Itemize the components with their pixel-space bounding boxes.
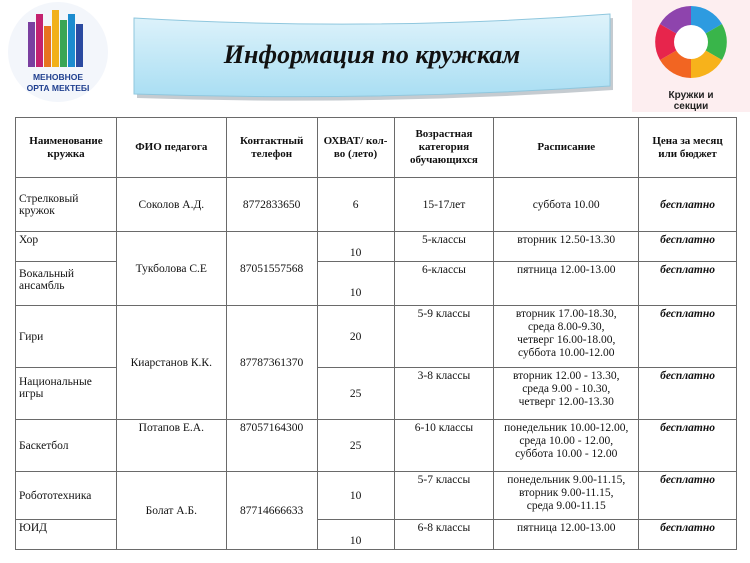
logo-text-line1: МЕНОВНОЕ (32, 72, 84, 82)
header-age: Возрастная категория обучающихся (394, 118, 494, 178)
header-schedule: Расписание (494, 118, 639, 178)
coverage: 20 (317, 306, 394, 368)
age-category: 5-7 классы (394, 472, 494, 520)
price: бесплатно (639, 420, 737, 472)
header-name: Наименование кружка (16, 118, 117, 178)
age-category: 5-9 классы (394, 306, 494, 368)
phone: 87051557568 (226, 232, 317, 306)
clubs-logo-line1: Кружки и (668, 90, 714, 101)
price: бесплатно (639, 306, 737, 368)
page-title: Информация по кружкам (223, 40, 521, 69)
header-price: Цена за месяц или бюджет (639, 118, 737, 178)
table-header-row (16, 118, 737, 178)
club-name: Хор (16, 232, 117, 262)
club-name: Гири (16, 306, 117, 368)
club-name: ЮИД (16, 520, 117, 550)
header-teacher: ФИО педагога (116, 118, 226, 178)
club-name: Баскетбол (16, 420, 117, 472)
coverage: 10 (317, 520, 394, 550)
age-category: 5-классы (394, 232, 494, 262)
logo-text-line2: ОРТА МЕКТЕБІ (26, 83, 90, 93)
age-category: 15-17лет (394, 178, 494, 232)
price: бесплатно (639, 520, 737, 550)
teacher-name: Киарстанов К.К. (116, 306, 226, 420)
age-category: 6-8 классы (394, 520, 494, 550)
clubs-table (15, 117, 737, 550)
schedule: вторник 12.50-13.30 (494, 232, 639, 262)
club-name: Робототехника (16, 472, 117, 520)
schedule: вторник 17.00-18.30, среда 8.00-9.30, четверг 16.00-18.00, суббота 10.00-12.00 (494, 306, 639, 368)
phone: 8772833650 (226, 178, 317, 232)
clubs-logo (632, 0, 750, 112)
coverage: 25 (317, 368, 394, 420)
price: бесплатно (639, 472, 737, 520)
club-name: Вокальный ансамбль (16, 262, 117, 306)
phone: 87714666633 (226, 472, 317, 550)
school-logo (0, 0, 116, 108)
coverage: 10 (317, 262, 394, 306)
price: бесплатно (639, 368, 737, 420)
club-name: Стрелковый кружок (16, 178, 117, 232)
coverage: 10 (317, 232, 394, 262)
header-coverage: ОХВАТ/ кол-во (лето) (317, 118, 394, 178)
schedule: пятница 12.00-13.00 (494, 520, 639, 550)
coverage: 10 (317, 472, 394, 520)
header-phone: Контактный телефон (226, 118, 317, 178)
table-row (16, 178, 737, 232)
coverage: 6 (317, 178, 394, 232)
table-row (16, 472, 737, 520)
clubs-logo-line2: секции (673, 101, 709, 112)
teacher-name: Потапов Е.А. (116, 420, 226, 472)
price: бесплатно (639, 262, 737, 306)
table-row (16, 306, 737, 368)
teacher-name: Соколов А.Д. (116, 178, 226, 232)
teacher-name: Тукболова С.Е (116, 232, 226, 306)
schedule: вторник 12.00 - 13.30, среда 9.00 - 10.30, четверг 12.00-13.30 (494, 368, 639, 420)
teacher-name: Болат А.Б. (116, 472, 226, 550)
phone: 87057164300 (226, 420, 317, 472)
club-name: Национальные игры (16, 368, 117, 420)
price: бесплатно (639, 178, 737, 232)
title-banner (128, 10, 616, 108)
age-category: 6-классы (394, 262, 494, 306)
coverage: 25 (317, 420, 394, 472)
phone: 87787361370 (226, 306, 317, 420)
price: бесплатно (639, 232, 737, 262)
age-category: 3-8 классы (394, 368, 494, 420)
schedule: суббота 10.00 (494, 178, 639, 232)
schedule: понедельник 10.00-12.00, среда 10.00 - 12.00, суббота 10.00 - 12.00 (494, 420, 639, 472)
schedule: пятница 12.00-13.00 (494, 262, 639, 306)
table-row (16, 232, 737, 262)
table-row (16, 420, 737, 472)
schedule: понедельник 9.00-11.15, вторник 9.00-11.15, среда 9.00-11.15 (494, 472, 639, 520)
age-category: 6-10 классы (394, 420, 494, 472)
